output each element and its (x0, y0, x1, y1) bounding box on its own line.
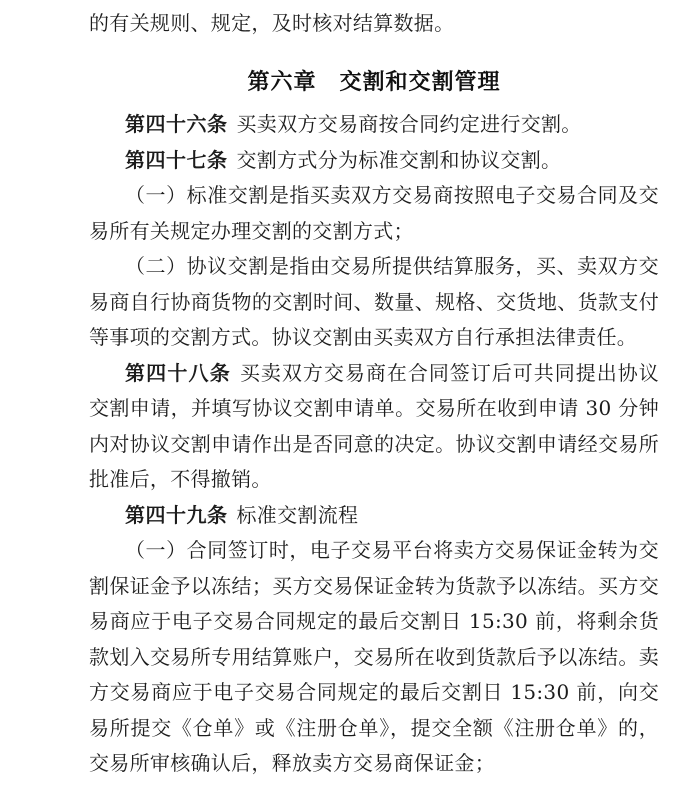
paragraph-item-1-delivery-process: （一）合同签订时，电子交易平台将卖方交易保证金转为交割保证金予以冻结；买方交易保证金转为货款予以冻结。买方交易商应于电子交易合同规定的最后交割日 15:30 前，将剩余货款划入交易所专用结算账户，交易所在收到货款后予以冻结。卖方交易商应于电子交易合同规定的最后交割日 15:30 前，向交易所提交《仓单》或《注册仓单》，提交全额《注册仓单》的，交易所审核确认后，释放卖方交易商保证金； (89, 538, 659, 775)
article-47-text: 交割方式分为标准交割和协议交割。 (236, 147, 562, 172)
paragraph-item-1-standard-delivery: （一）标准交割是指买卖双方交易商按照电子交易合同及交易所有关规定办理交割的交割方式； (89, 183, 659, 243)
article-46-text: 买卖双方交易商按合同约定进行交割。 (236, 112, 582, 136)
article-48-text: 买卖双方交易商在合同签订后可共同提出协议交割申请，并填写协议交割申请单。交易所在收到申请 30 分钟内对协议交割申请作出是否同意的决定。协议交割申请经交易所批准后，不得撤销。 (89, 360, 659, 491)
article-47-label: 第四十七条 (125, 147, 228, 172)
paragraph-article-49 (89, 498, 659, 534)
paragraph-article-48 (89, 356, 659, 498)
paragraph-article-47 (89, 143, 659, 179)
paragraph-article-46 (89, 107, 659, 143)
article-49-text: 标准交割流程 (236, 502, 359, 527)
chapter-heading: 第六章 交割和交割管理 (247, 70, 501, 95)
paragraph-item-2-negotiated-delivery: （二）协议交割是指由交易所提供结算服务，买、卖双方交易商自行协商货物的交割时间、数量、规格、交货地、货款支付等事项的交割方式。协议交割由买卖双方自行承担法律责任。 (89, 254, 659, 349)
article-48-label: 第四十八条 (125, 360, 231, 385)
document-text-block (89, 5, 659, 782)
paragraph-continuation: 的有关规则、规定，及时核对结算数据。 (89, 11, 455, 35)
article-49-label: 第四十九条 (125, 502, 228, 527)
article-46-label: 第四十六条 (125, 112, 228, 136)
